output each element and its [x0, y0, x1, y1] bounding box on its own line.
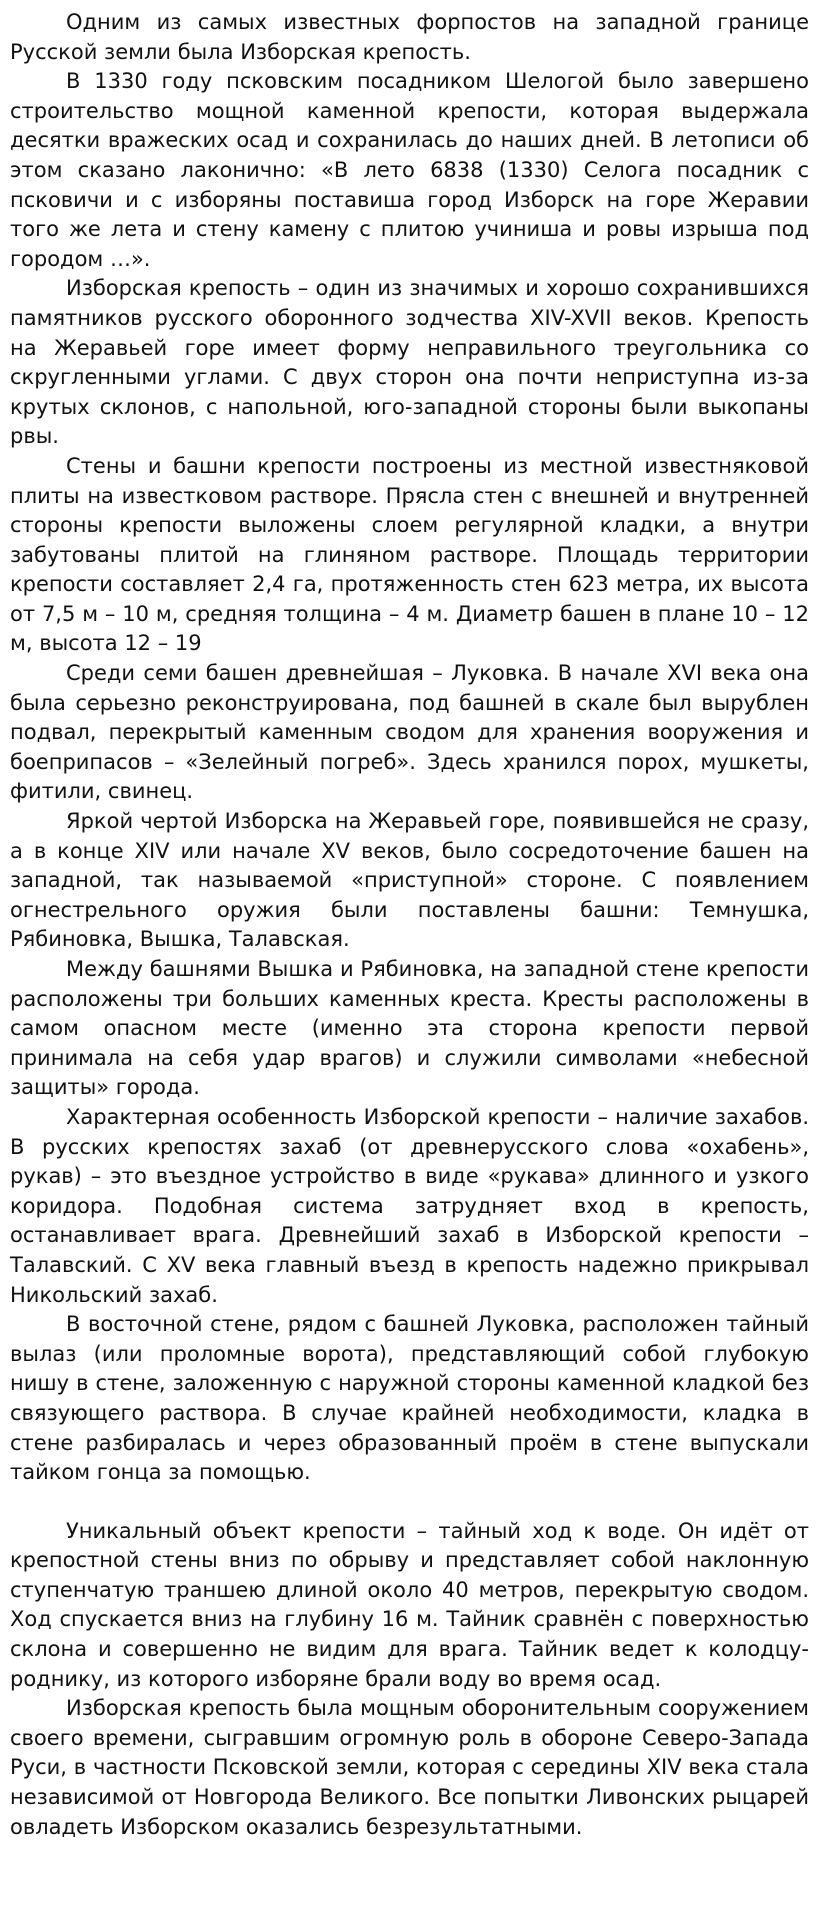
paragraph-monument: Изборская крепость – один из значимых и хорошо сохранившихся памятников русского оборонного зодчества XIV-XVII веков. Крепость на Жеравьей горе имеет форму неправильного треугольника со скругленными углами. С двух сторон она почти неприступна из-за крутых склонов, с напольной, юго-западной стороны были выкопаны рвы. [10, 276, 809, 449]
paragraph-walls-and-towers: Стены и башни крепости построены из местной известняковой плиты на известковом растворе. Прясла стен с внешней и внутренней стороны крепости выложены слоем регулярной кладки, а внутри забутованы плитой на глиняном растворе. Площадь территории крепости составляет 2,4 га, протяженность стен 623 метра, их высота от 7,5 м – 10 м, средняя толщина – 4 м. Диаметр башен в плане 10 – 12 м, высота 12 – 19 [10, 453, 809, 656]
paragraph-lukovka-tower: Среди семи башен древнейшая – Луковка. В начале XVI века она была серьезно реконструирована, под башней в скале был вырублен подвал, перекрытый каменным сводом для хранения вооружения и боеприпасов – «Зелейный погреб». Здесь хранился порох, мушкеты, фитили, свинец. [10, 661, 809, 804]
paragraph-zakhabs: Характерная особенность Изборской крепости – наличие захабов. В русских крепостях захаб (от древнерусского слова «охабень», рукав) – это въездное устройство в виде «рукава» длинного и узкого коридора. Подобная система затрудняет вход в крепость, останавливает врага. Древнейший захаб в Изборской крепости – Талавский. С XV века главный въезд в крепость надежно прикрывал Никольский захаб. [10, 1104, 809, 1307]
blank-line [10, 1488, 809, 1517]
paragraph-secret-exit: В восточной стене, рядом с башней Луковка, расположен тайный вылаз (или проломные ворота), представляющий собой глубокую нишу в стене, заложенную с наружной стороны каменной кладкой без связующего раствора. В случае крайней необходимости, кладка в стене разбиралась и через образованный проём в стене выпускали тайком гонца за помощью. [10, 1312, 809, 1485]
paragraph-intro: Одним из самых известных форпостов на западной границе Русской земли была Изборская крепость. [10, 10, 809, 64]
paragraph-secret-passage: Уникальный объект крепости – тайный ход к воде. Он идёт от крепостной стены вниз по обрыву и представляет собой наклонную ступенчатую траншею длиной около 40 метров, перекрытую сводом. Ход спускается вниз на глубину 16 м. Тайник сравнён с поверхностью склона и совершенно не видим для врага. Тайник ведет к колодцу-роднику, из которого изборяне брали воду во время осад. [10, 1518, 809, 1691]
paragraph-western-side: Яркой чертой Изборска на Жеравьей горе, появившейся не сразу, а в конце XIV или начале XV веков, было сосредоточение башен на западной, так называемой «приступной» стороне. С появлением огнестрельного оружия были поставлены башни: Темнушка, Рябиновка, Вышка, Талавская. [10, 809, 809, 952]
paragraph-conclusion: Изборская крепость была мощным оборонительным сооружением своего времени, сыгравшим огромную роль в обороне Северо-Запада Руси, в частности Псковской земли, которая с середины XIV века стала независимой от Новгорода Великого. Все попытки Ливонских рыцарей овладеть Изборском оказались безрезультатными. [10, 1696, 809, 1839]
paragraph-construction-1330: В 1330 году псковским посадником Шелогой было завершено строительство мощной каменной крепости, которая выдержала десятки вражеских осад и сохранилась до наших дней. В летописи об этом сказано лаконично: «В лето 6838 (1330) Селога посадник с псковичи и с изборяны поставиша город Изборск на горе Жеравии того же лета и стену камену с плитою учиниша и ровы изрыша под городом …». [10, 69, 809, 271]
paragraph-crosses: Между башнями Вышка и Рябиновка, на западной стене крепости расположены три больших каменных креста. Кресты расположены в самом опасном месте (именно эта сторона крепости первой принимала на себя удар врагов) и служили символами «небесной защиты» города. [10, 957, 809, 1100]
